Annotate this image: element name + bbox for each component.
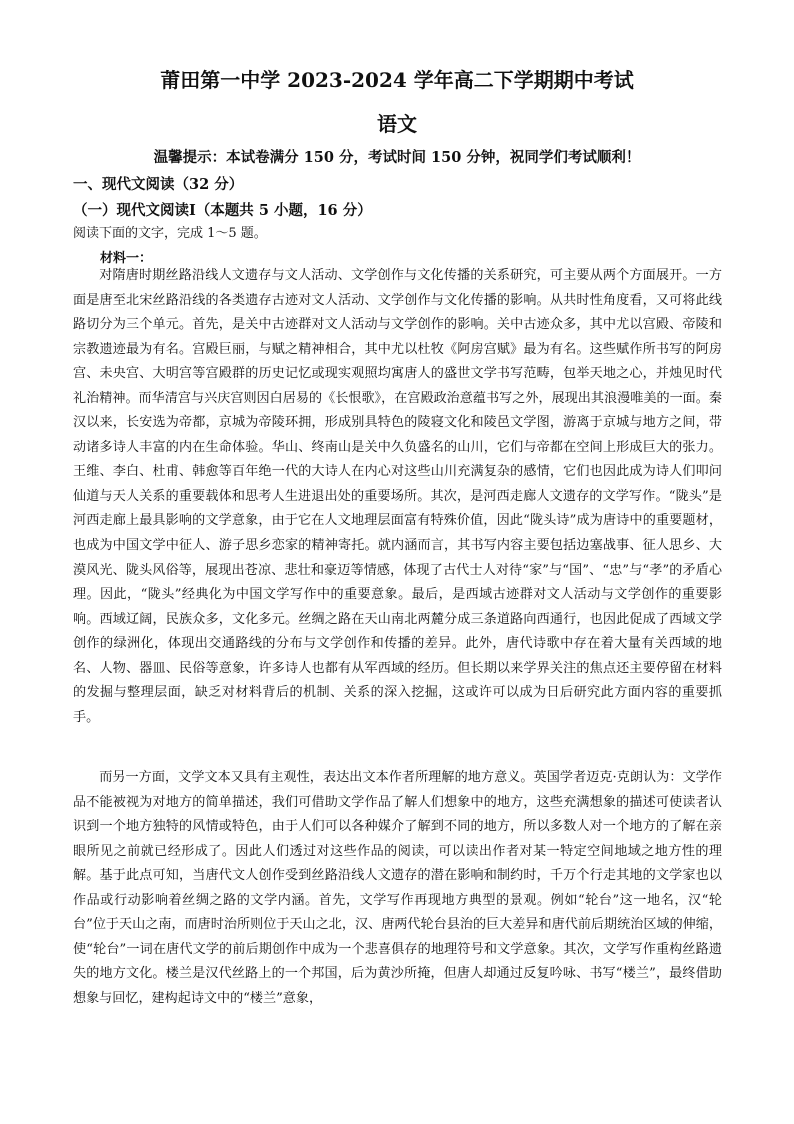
body-paragraph: 而另一方面，文学文本又具有主观性，表达出文本作者所理解的地方意义。英国学者迈克·克朗认为：文学作品不能被视为对地方的简单描述，我们可借助文学作品了解人们想象中的地方，这些充满想象的描述可使读者认识到一个地方独特的风情或特色，由于人们可以各种媒介了解到不同的地方，所以多数人对一个地方的了解在亲眼所见之前就已经形成了。因此人们透过对这些作品的阅读，可以读出作者对某一特定空间地域之地方性的理解。基于此点可知，当唐代文人创作受到丝路沿线人文遗存的潜在影响和制约时，千万个行走其地的文学家也以作品或行动影响着丝绸之路的文学内涵。首先，文学写作再现地方典型的景观。例如“轮台”这一地名，汉“轮台”位于天山之南，而唐时治所则位于天山之北，汉、唐两代轮台县治的巨大差异和唐代前后期统治区域的伸缩，使“轮台”一词在唐代文学的前后期创作中成为一个悲喜俱存的地理符号和文学意象。其次，文学写作重构丝路遗失的地方文化。楼兰是汉代丝路上的一个邦国，后为黄沙所掩，但唐人却通过反复吟咏、书写“楼兰”，最终借助想象与回忆，建构起诗文中的“楼兰”意象， xyxy=(73,770,722,1006)
reading-instruction: 阅读下面的文字，完成 1～5 题。 xyxy=(73,226,267,241)
section-heading: 一、现代文阅读（32 分） xyxy=(73,176,244,193)
body-paragraph: 对隋唐时期丝路沿线人文遗存与文人活动、文学创作与文化传播的关系研究，可主要从两个方面展开。一方面是唐至北宋丝路沿线的各类遗存古迹对文人活动、文学创作与文化传播的影响。从共时性角度看，又可将此线路切分为三个单元。首先，是关中古迹群对文人活动与文学创作的影响。关中古迹众多，其中尤以宫殿、帝陵和宗教遗迹最为有名。宫殿巨丽，与赋之精神相合，其中尤以杜牧《阿房宫赋》最为有名。这些赋作所书写的阿房宫、未央宫、大明宫等宫殿群的历史记忆或现实观照均寓唐人的盛世文学书写范畴，包举天地之心，并烛见时代礼治精神。而华清宫与兴庆宫则因白居易的《长恨歌》，在宫殿政治意蕴书写之外，展现出其浪漫唯美的一面。秦汉以来，长安选为帝都，京城为帝陵环拥，形成别具特色的陵寝文化和陵邑文学图，游离于京城与地方之间，带动诸多诗人丰富的内在生命体验。华山、终南山是关中久负盛名的山川，它们与帝都在空间上形成巨大的张力。王维、李白、杜甫、韩愈等百年绝一代的大诗人在内心对这些山川充满复杂的感情，它们也因此成为诗人们叩问仙道与天人关系的重要载体和思考人生进退出处的重要场所。其次，是河西走廊人文遗存的文学写作。“陇头”是河西走廊上最具影响的文学意象，由于它在人文地理层面富有特殊价值，因此“陇头诗”成为唐诗中的重要题材，也成为中国文学中征人、游子思乡恋家的精神寄托。就内涵而言，其书写内容主要包括边塞战事、征人思乡、大漠风光、陇头风俗等，展现出苍凉、悲壮和豪迈等情感，体现了古代士人对待“家”与“国”、“忠”与“孝”的矛盾心理。因此，“陇头”经典化为中国文学写作中的重要意象。最后，是西域古迹群对文人活动与文学创作的重要影响。西域辽阔，民族众多，文化多元。丝绸之路在天山南北两麓分成三条道路向西通行，也因此促成了西域文学创作的绿洲化，体现出交通路线的分布与文学创作和传播的差异。此外，唐代诗歌中存在着大量有关西域的地名、人物、器皿、民俗等意象，许多诗人也都有从军西域的经历。但长期以来学界关注的焦点还主要停留在材料的发掘与整理层面，缺乏对材料背后的机制、关系的深入挖掘，这或许可以成为日后研究此方面内容的重要抓手。 xyxy=(73,268,722,725)
subject-title: 语文 xyxy=(377,112,417,136)
exam-title: 莆田第一中学 2023-2024 学年高二下学期期中考试 xyxy=(160,68,634,92)
material-label: 材料一： xyxy=(100,251,153,266)
exam-tip: 温馨提示：本试卷满分 150 分，考试时间 150 分钟，祝同学们考试顺利！ xyxy=(153,149,641,166)
part-heading: （一）现代文阅读Ⅰ（本题共 5 小题，16 分） xyxy=(73,202,372,219)
